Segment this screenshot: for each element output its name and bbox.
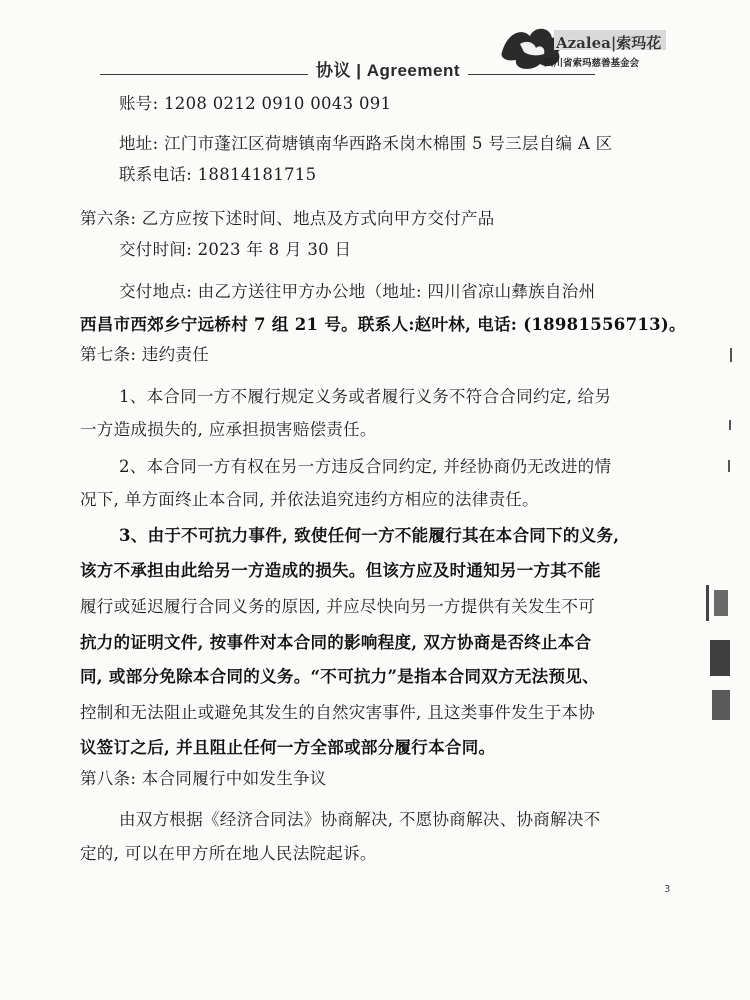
clause-two-line-1: 2、本合同一方有权在另一方违反合同约定, 并经协商仍无改进的情 [119,457,612,476]
address-line: 地址: 江门市蓬江区荷塘镇南华西路禾岗木棉围 5 号三层自编 A 区 [119,134,613,153]
clause-three-line-7: 议签订之后, 并且阻止任何一方全部或部分履行本合同。 [80,738,496,757]
foundation-logo [500,22,670,72]
logo-subtitle: 四川省索玛慈善基金会 [544,58,640,69]
delivery-place-continued: 西昌市西郊乡宁远桥村 7 组 21 号。联系人:赵叶林, 电话: (18981556713)。 [80,315,686,334]
page-number: 3 [664,884,671,895]
clause-one-line-1: 1、本合同一方不履行规定义务或者履行义务不符合合同约定, 给另 [119,387,612,406]
clause-one-line-2: 一方造成损失的, 应承担损害赔偿责任。 [80,420,377,439]
scan-artifact [730,348,732,362]
clause-three-line-2: 该方不承担由此给另一方造成的损失。但该方应及时通知另一方其不能 [80,561,601,580]
clause-three-line-6: 控制和无法阻止或避免其发生的自然灾害事件, 且这类事件发生于本协 [80,703,596,722]
delivery-place-line: 交付地点: 由乙方送往甲方办公地（地址: 四川省凉山彝族自治州 [119,282,596,301]
delivery-time-line: 交付时间: 2023 年 8 月 30 日 [119,240,352,259]
dispute-line-1: 由双方根据《经济合同法》协商解决, 不愿协商解决、协商解决不 [119,810,601,829]
scan-artifact [728,460,730,472]
article-six-heading: 第六条: 乙方应按下述时间、地点及方式向甲方交付产品 [80,209,495,228]
clause-three-line-4: 抗力的证明文件, 按事件对本合同的影响程度, 双方协商是否终止本合 [80,633,592,652]
scan-artifact [712,690,730,720]
header-title: 协议 | Agreement [308,58,468,84]
article-eight-heading: 第八条: 本合同履行中如发生争议 [80,769,327,788]
clause-two-line-2: 况下, 单方面终止本合同, 并依法追究违约方相应的法律责任。 [80,490,539,509]
scan-artifact [710,640,730,676]
article-seven-heading: 第七条: 违约责任 [80,345,210,364]
clause-three-line-3: 履行或延迟履行合同义务的原因, 并应尽快向另一方提供有关发生不可 [80,597,596,616]
account-number-line: 账号: 1208 0212 0910 0043 091 [119,94,392,113]
scan-artifact [729,420,731,430]
clause-three-line-5: 同, 或部分免除本合同的义务。“不可抗力”是指本合同双方无法预见、 [80,667,599,686]
logo-text: Azalea|索玛花 [556,34,662,52]
scan-artifact [714,590,728,616]
clause-three-line-1: 3、由于不可抗力事件, 致使任何一方不能履行其在本合同下的义务, [119,526,620,545]
phone-line: 联系电话: 18814181715 [119,165,317,184]
dispute-line-2: 定的, 可以在甲方所在地人民法院起诉。 [80,844,377,863]
scan-artifact [706,585,709,621]
